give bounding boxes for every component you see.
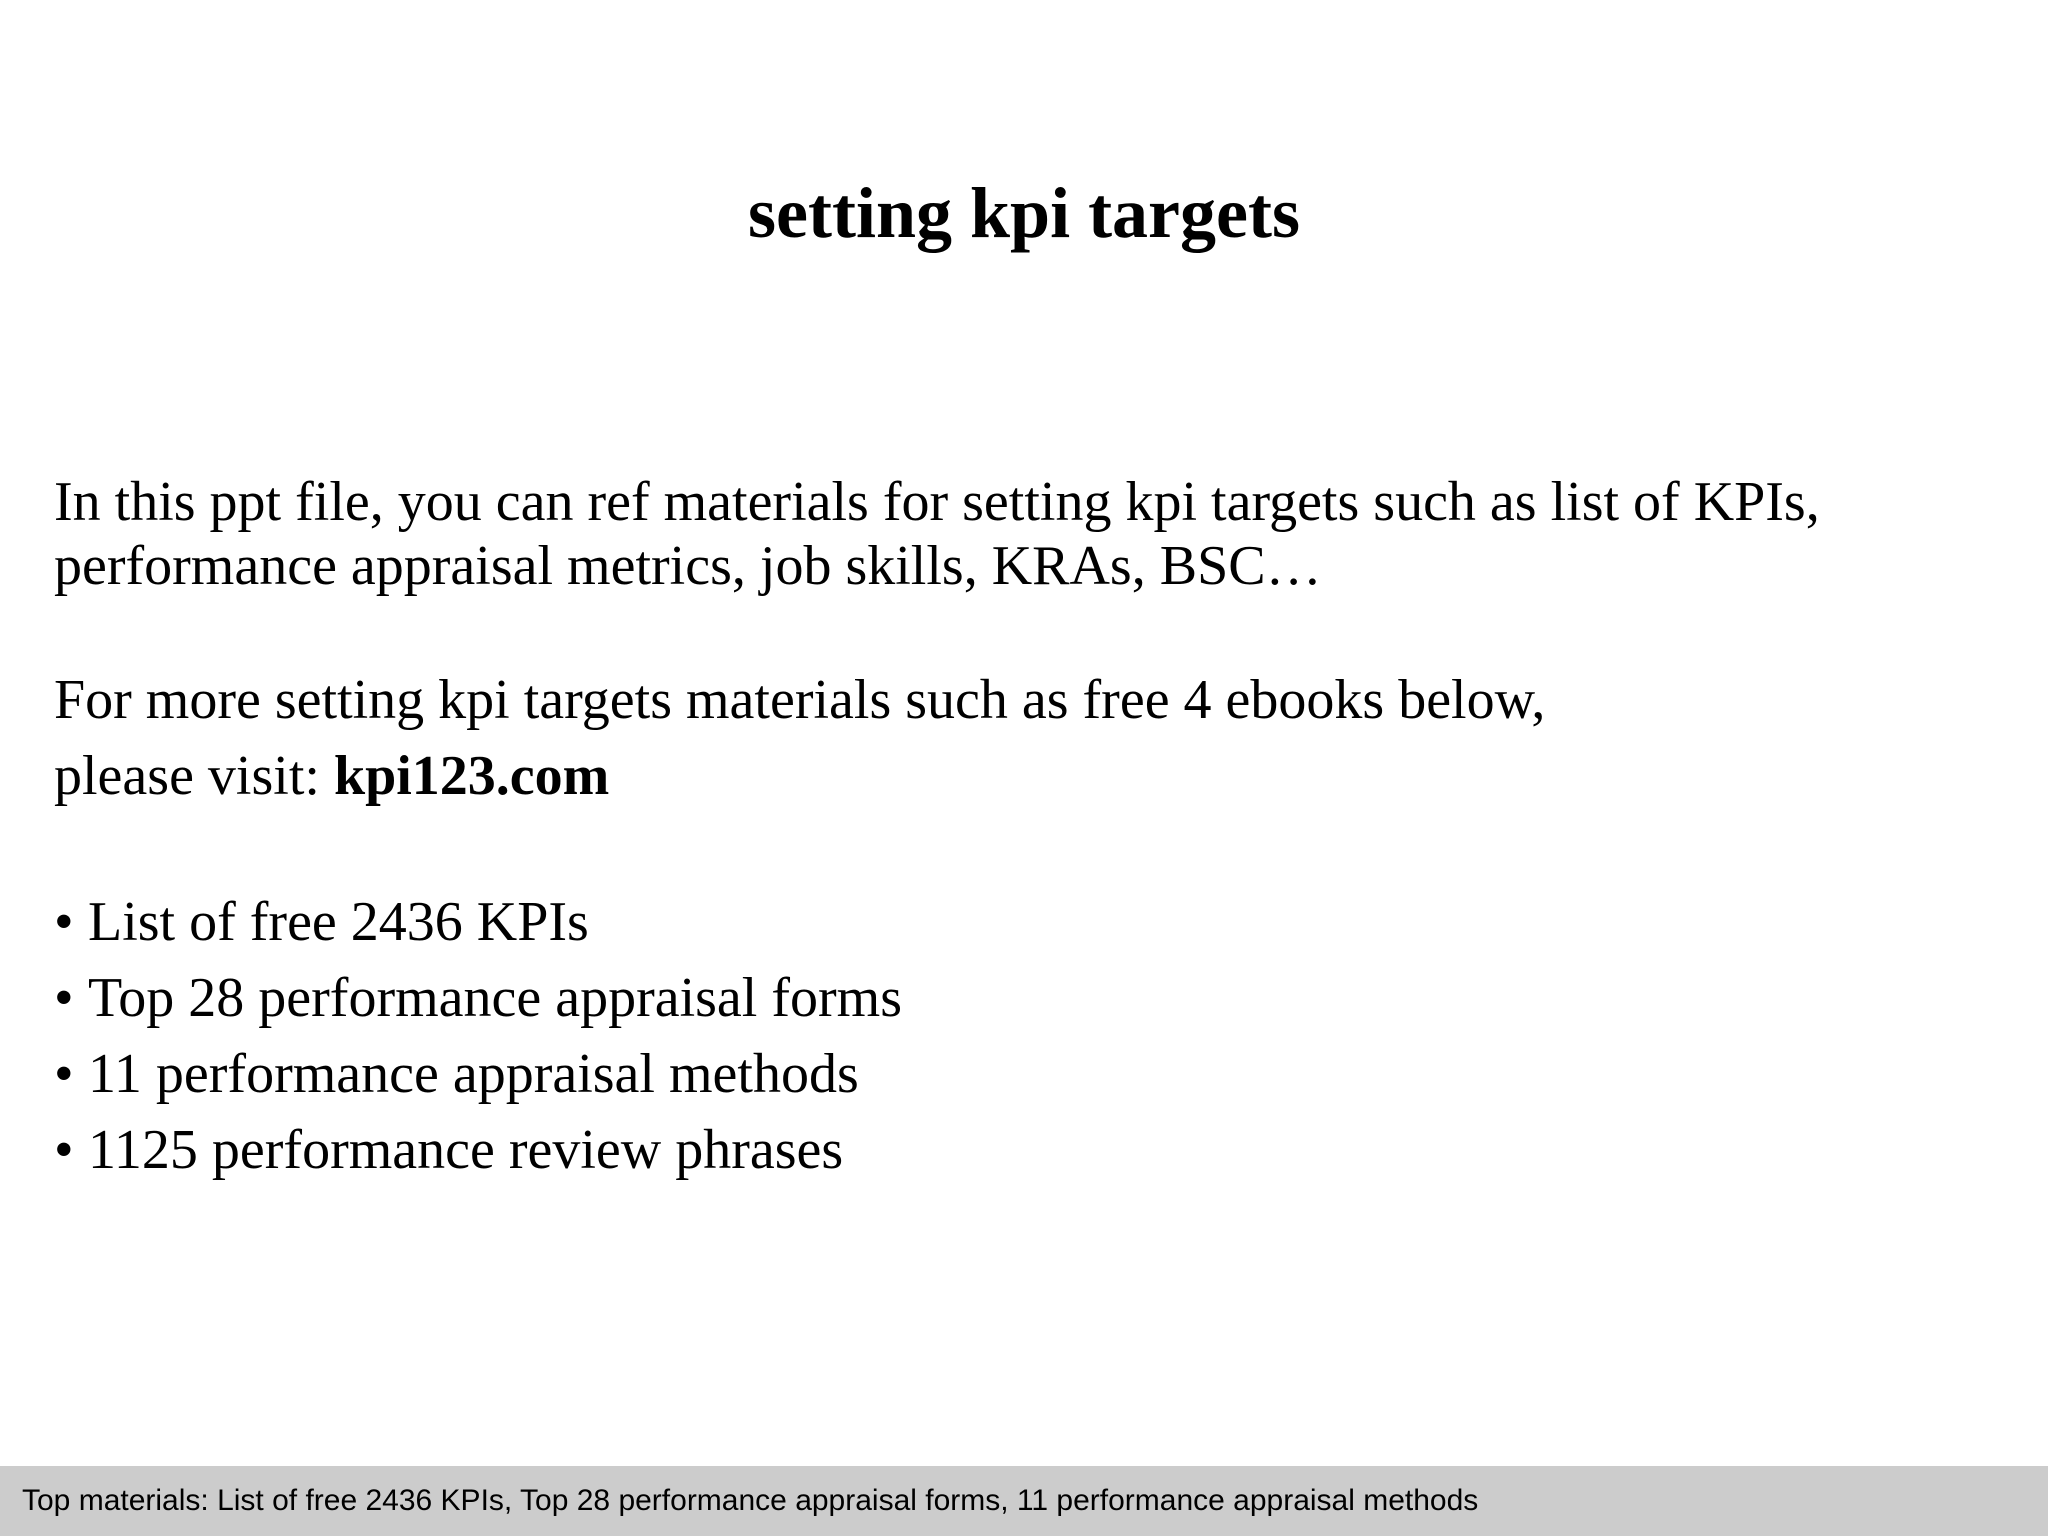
visit-prefix: please visit:	[54, 745, 334, 807]
intro-paragraph: In this ppt file, you can ref materials for setting kpi targets such as list of KPIs, performance appraisal metrics, job skills, KRAs, BSC…	[54, 471, 1820, 597]
site-link[interactable]: kpi123.com	[333, 745, 610, 807]
list-item	[54, 1036, 902, 1112]
more-materials-paragraph	[54, 662, 1994, 814]
visit-line	[54, 738, 1994, 814]
more-materials-line: For more setting kpi targets materials such as free 4 ebooks below,	[54, 669, 1546, 731]
bullet-icon: •	[54, 1119, 74, 1181]
list-item	[54, 884, 902, 960]
footer-text: Top materials: List of free 2436 KPIs, Top 28 performance appraisal forms, 11 performance appraisal methods	[22, 1484, 1479, 1517]
slide-title: setting kpi targets	[748, 173, 1300, 253]
ebook-list	[54, 884, 902, 1188]
bullet-icon: •	[54, 1043, 74, 1105]
list-item	[54, 1112, 902, 1188]
list-item-label: Top 28 performance appraisal forms	[88, 967, 902, 1029]
list-item-label: 1125 performance review phrases	[88, 1119, 844, 1181]
footer-bar	[0, 1466, 2048, 1536]
bullet-icon: •	[54, 967, 74, 1029]
bullet-icon: •	[54, 891, 74, 953]
list-item-label: List of free 2436 KPIs	[88, 891, 589, 953]
list-item-label: 11 performance appraisal methods	[88, 1043, 859, 1105]
list-item	[54, 960, 902, 1036]
